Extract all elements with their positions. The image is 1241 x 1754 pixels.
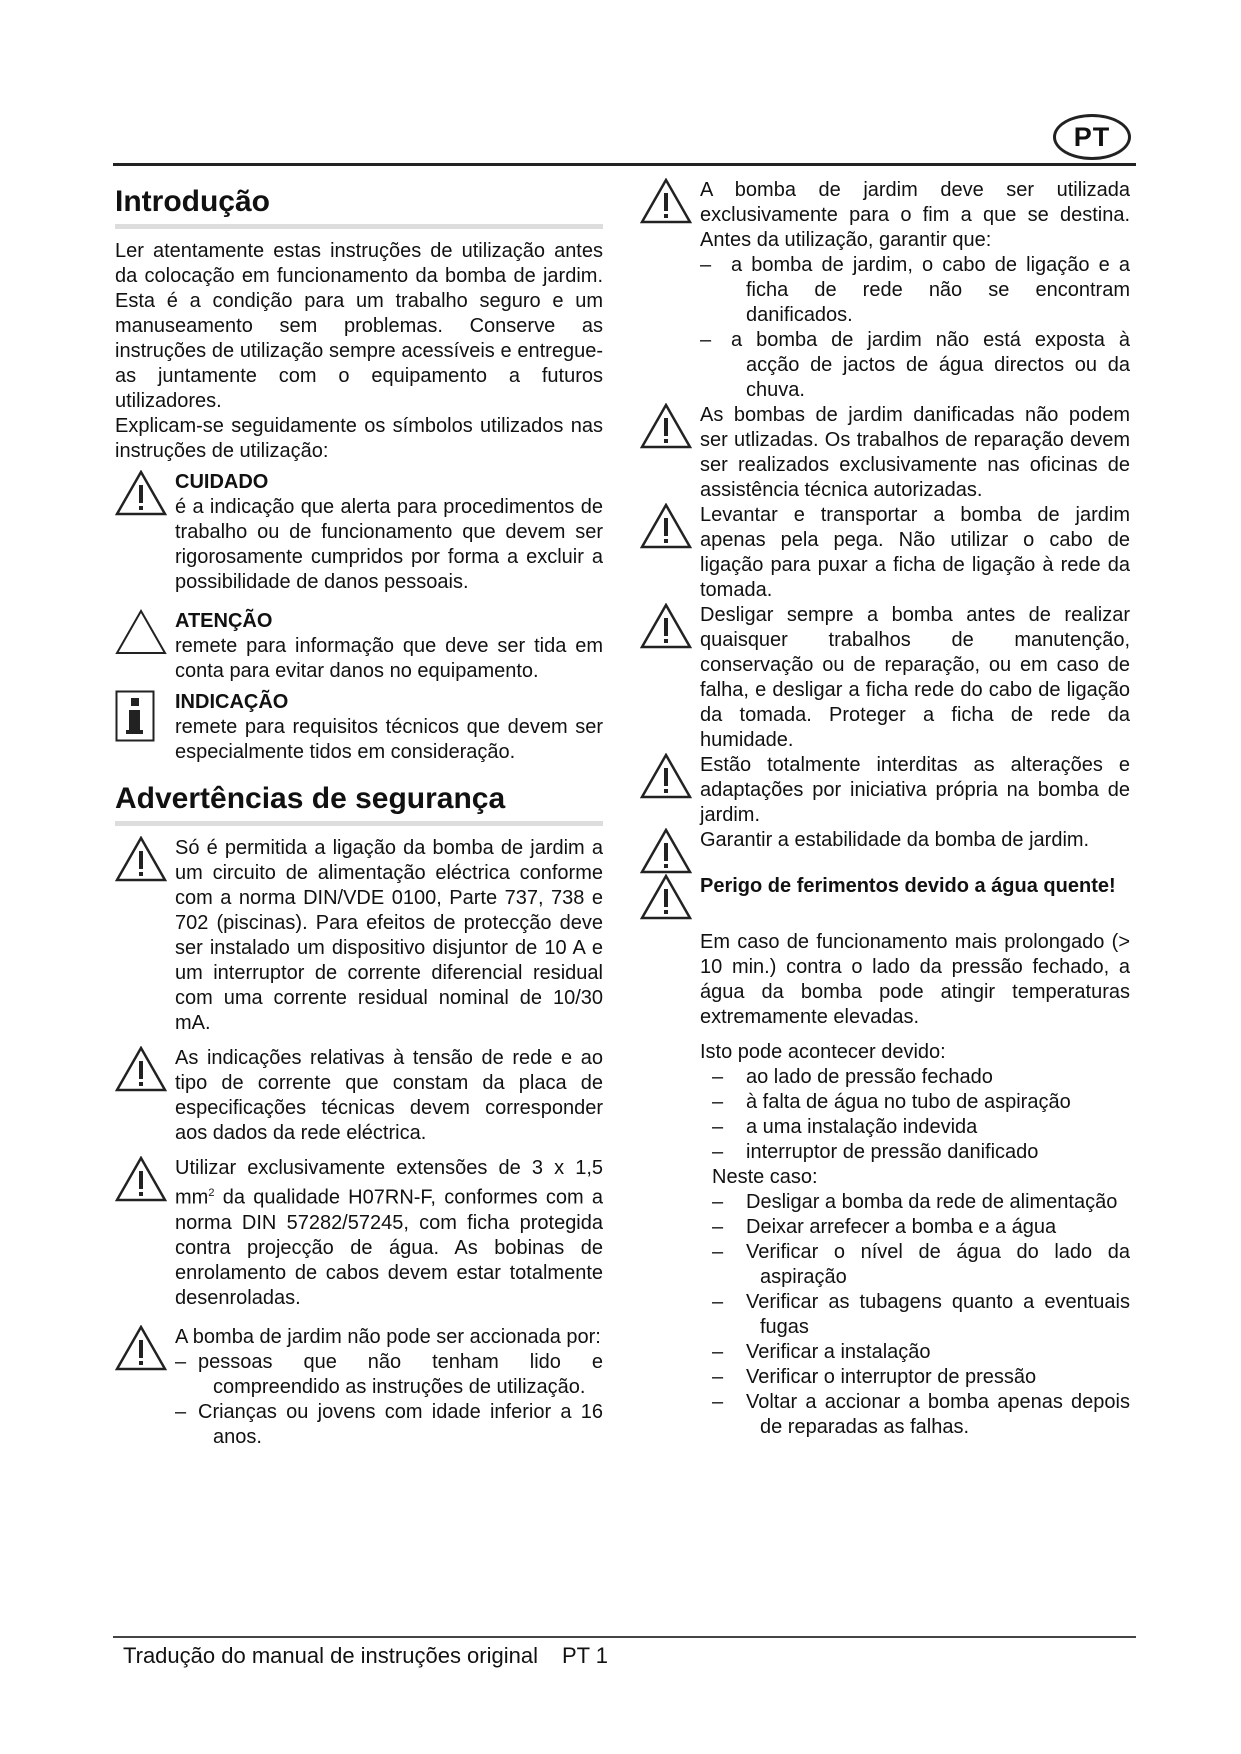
list-item: – Verificar as tubagens quanto a eventuais fugas bbox=[712, 1290, 1130, 1340]
list-item: – Verificar o nível de água do lado da aspiração bbox=[712, 1240, 1130, 1290]
list-item: – a bomba de jardim não está exposta à acção de jactos de água directos ou da chuva. bbox=[700, 328, 1130, 403]
stability-warning-text: Garantir a estabilidade da bomba de jardim. bbox=[700, 829, 1090, 851]
language-badge: PT bbox=[1053, 114, 1131, 160]
case-intro: Neste caso: bbox=[712, 1166, 818, 1188]
safety-heading: Advertências de segurança bbox=[115, 775, 603, 826]
list-item: – Voltar a accionar a bomba apenas depois de reparadas as falhas. bbox=[712, 1390, 1130, 1440]
footer-text: Tradução do manual de instruções original bbox=[123, 1643, 538, 1668]
safety-warning-4-intro: A bomba de jardim não pode ser accionada por: bbox=[175, 1325, 601, 1348]
stability-warning bbox=[640, 828, 1130, 874]
info-icon bbox=[115, 690, 175, 742]
carry-warning bbox=[640, 503, 1130, 603]
page-number: PT 1 bbox=[561, 1643, 609, 1668]
symbols-intro: Explicam-se seguidamente os símbolos utilizados nas instruções de utilização: bbox=[115, 415, 603, 462]
atencao-label: ATENÇÃO bbox=[175, 610, 273, 632]
indicacao-text: remete para requisitos técnicos que devem ser especialmente tidos em consideração. bbox=[175, 716, 603, 763]
list-item: – a bomba de jardim, o cabo de ligação e a ficha de rede não se encontram danificados. bbox=[700, 253, 1130, 328]
restricted-users-list bbox=[175, 1350, 603, 1450]
safety-warning-3-text-a: Utilizar exclusivamente extensões de 3 x 1,5 mm bbox=[175, 1157, 603, 1209]
safety-warning-3 bbox=[115, 1156, 603, 1311]
actions-list bbox=[700, 1190, 1130, 1440]
usage-warning bbox=[640, 178, 1130, 403]
right-column bbox=[640, 178, 1130, 1440]
warning-exclamation-icon bbox=[640, 503, 700, 549]
warning-exclamation-icon bbox=[640, 603, 700, 649]
list-item: – pessoas que não tenham lido e compreendido as instruções de utilização. bbox=[175, 1350, 603, 1400]
cuidado-text: é a indicação que alerta para procedimentos de trabalho ou de funcionamento que devem ser rigorosamente cumpridos por forma a excluir a possibilidade de danos pessoais. bbox=[175, 496, 603, 593]
warning-exclamation-icon bbox=[640, 874, 700, 920]
footer-rule bbox=[113, 1636, 1136, 1638]
list-item: – Verificar a instalação bbox=[712, 1340, 1130, 1365]
disconnect-warning bbox=[640, 603, 1130, 753]
warning-exclamation-icon bbox=[115, 470, 175, 516]
warning-exclamation-icon bbox=[640, 753, 700, 799]
list-item: – a uma instalação indevida bbox=[712, 1115, 1130, 1140]
safety-warning-4 bbox=[115, 1325, 603, 1450]
list-item: – Deixar arrefecer a bomba e a água bbox=[712, 1215, 1130, 1240]
list-item: – Crianças ou jovens com idade inferior a 16 anos. bbox=[175, 1400, 603, 1450]
cuidado-label: CUIDADO bbox=[175, 471, 269, 493]
disconnect-warning-text: Desligar sempre a bomba antes de realizar quaisquer trabalhos de manutenção, conservação ou de reparação, ou em caso de falha, e desligar a ficha rede do cabo de ligação da tomada. Proteger a ficha de rede da humidade. bbox=[700, 604, 1130, 751]
warning-exclamation-icon bbox=[115, 1046, 175, 1092]
warning-triangle-icon bbox=[115, 609, 175, 655]
carry-warning-text: Levantar e transportar a bomba de jardim apenas pela pega. Não utilizar o cabo de ligação para puxar a ficha de ligação à rede da tomada. bbox=[700, 504, 1130, 601]
causes-intro: Isto pode acontecer devido: bbox=[700, 1041, 946, 1063]
warning-exclamation-icon bbox=[115, 1156, 175, 1202]
safety-warning-3-text-b: da qualidade H07RN-F, conformes com a norma DIN 57282/57245, com ficha protegida contra projecção de água. As bobinas de enrolamento de cabos devem estar totalmente desenroladas. bbox=[175, 1186, 603, 1309]
footer bbox=[123, 1643, 608, 1669]
hot-water-text: Em caso de funcionamento mais prolongado (> 10 min.) contra o lado da pressão fechado, a água da bomba pode atingir temperaturas extremamente elevadas. bbox=[700, 931, 1130, 1028]
header-rule bbox=[113, 163, 1136, 166]
damaged-warning bbox=[640, 403, 1130, 503]
hot-water-details bbox=[640, 930, 1130, 1440]
warning-exclamation-icon bbox=[640, 828, 700, 874]
hot-water-warning bbox=[640, 874, 1130, 920]
safety-warning-1 bbox=[115, 836, 603, 1036]
left-column bbox=[115, 178, 603, 1450]
list-item: – Verificar o interruptor de pressão bbox=[712, 1365, 1130, 1390]
indicacao-label: INDICAÇÃO bbox=[175, 691, 289, 713]
hot-water-title: Perigo de ferimentos devido a água quente! bbox=[700, 875, 1116, 897]
safety-warning-1-text: Só é permitida a ligação da bomba de jardim a um circuito de alimentação eléctrica conforme com a norma DIN/VDE 0100, Parte 737, 738 e 702 (piscinas). Para efeitos de protecção deve ser instalado um dispositivo disjuntor de 10 A e um interruptor de corrente diferencial residual com uma corrente residual nominal de 10/30 mA. bbox=[175, 837, 603, 1034]
pre-use-checklist bbox=[700, 253, 1130, 403]
list-item: – interruptor de pressão danificado bbox=[712, 1140, 1130, 1165]
causes-list bbox=[700, 1065, 1130, 1165]
warning-exclamation-icon bbox=[640, 178, 700, 224]
indicacao-block bbox=[115, 690, 603, 765]
usage-intro: A bomba de jardim deve ser utilizada exclusivamente para o fim a que se destina. Antes da utilização, garantir que: bbox=[700, 179, 1130, 251]
warning-exclamation-icon bbox=[640, 403, 700, 449]
modification-warning bbox=[640, 753, 1130, 828]
intro-heading: Introdução bbox=[115, 178, 603, 229]
safety-warning-2 bbox=[115, 1046, 603, 1146]
warning-exclamation-icon bbox=[115, 836, 175, 882]
atencao-text: remete para informação que deve ser tida em conta para evitar danos no equipamento. bbox=[175, 635, 603, 682]
modification-warning-text: Estão totalmente interditas as alterações e adaptações por iniciativa própria na bomba de jardim. bbox=[700, 754, 1130, 826]
list-item: – à falta de água no tubo de aspiração bbox=[712, 1090, 1130, 1115]
superscript-2: 2 bbox=[208, 1187, 215, 1199]
safety-warning-2-text: As indicações relativas à tensão de rede e ao tipo de corrente que constam da placa de especificações técnicas devem corresponder aos dados da rede eléctrica. bbox=[175, 1047, 603, 1144]
cuidado-block bbox=[115, 470, 603, 595]
list-item: – Desligar a bomba da rede de alimentação bbox=[712, 1190, 1130, 1215]
intro-paragraph: Ler atentamente estas instruções de utilização antes da colocação em funcionamento da bomba de jardim. Esta é a condição para um trabalho seguro e um manuseamento sem problemas. Conserve as instruções de utilização sempre acessíveis e entregue-as juntamente com o equipamento a futuros utilizadores. bbox=[115, 240, 603, 412]
list-item: – ao lado de pressão fechado bbox=[712, 1065, 1130, 1090]
damaged-warning-text: As bombas de jardim danificadas não podem ser utlizadas. Os trabalhos de reparação devem ser realizados exclusivamente nas oficinas de assistência técnica autorizadas. bbox=[700, 404, 1130, 501]
atencao-block bbox=[115, 609, 603, 684]
warning-exclamation-icon bbox=[115, 1325, 175, 1371]
